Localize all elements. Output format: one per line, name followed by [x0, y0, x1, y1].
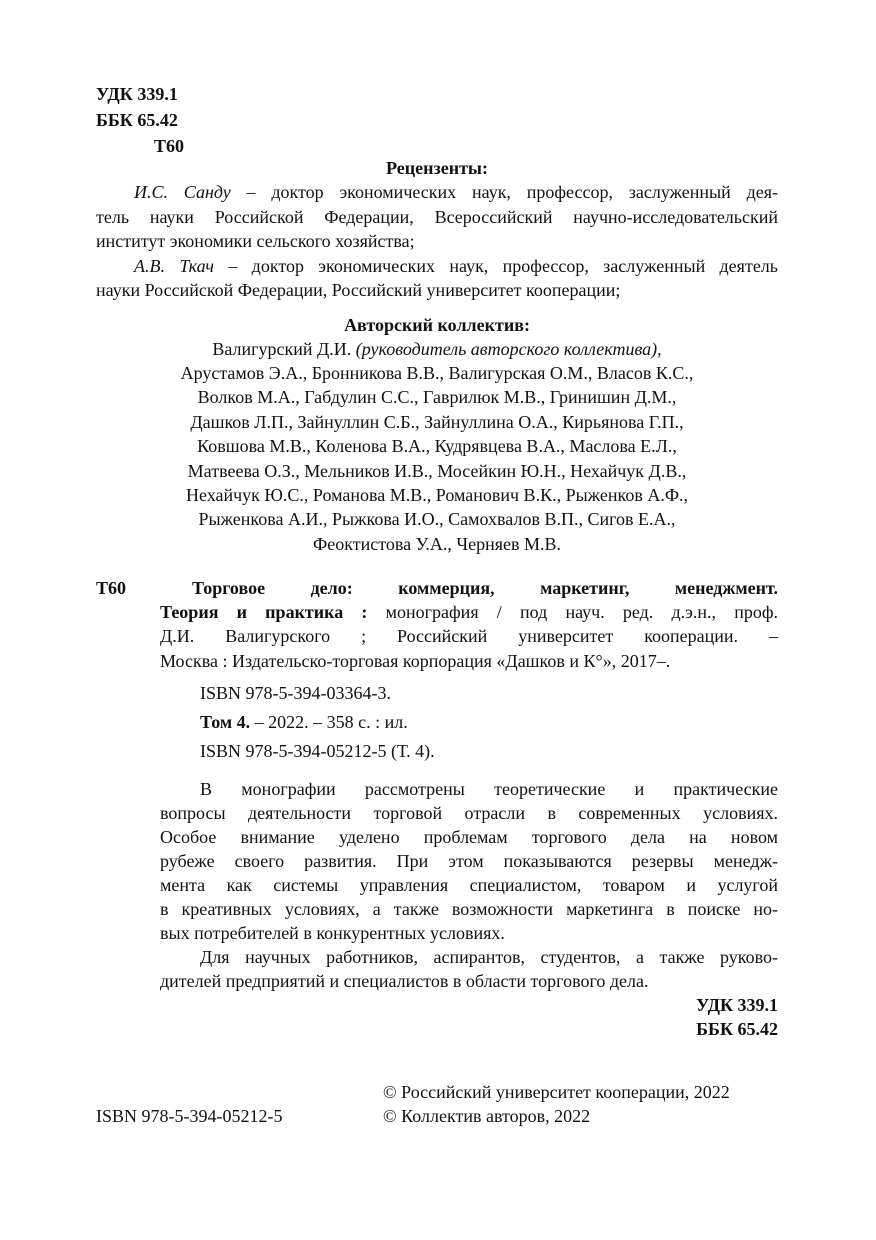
annotation-line: рубеже своего развития. При этом показываются резервы менедж-	[160, 851, 778, 871]
reviewer-2-line-1: А.В. Ткач – доктор экономических наук, профессор, заслуженный деятель	[134, 256, 779, 276]
reviewer-1-line-3: институт экономики сельского хозяйства;	[96, 231, 415, 251]
annotation-line: дителей предприятий и специалистов в области торгового дела.	[160, 971, 649, 991]
bib-line-4: Москва : Издательско-торговая корпорация «Дашков и К°», 2017–.	[160, 651, 671, 671]
annotation-line: вопросы деятельности торговой отрасли в современных условиях.	[160, 803, 778, 823]
reviewer-1-line-1: И.С. Санду – доктор экономических наук, профессор, заслуженный дея-	[134, 182, 779, 202]
reviewers-heading: Рецензенты:	[386, 158, 488, 178]
bbk-code: ББК 65.42	[96, 110, 178, 130]
bib-title-line-2: Теория и практика : монография / под науч. ред. д.э.н., проф.	[160, 602, 778, 622]
bib-title-line-1: Торговое дело: коммерция, маркетинг, менеджмент.	[192, 578, 778, 598]
bib-mark: Т60	[96, 578, 127, 598]
copyright-authors: © Коллектив авторов, 2022	[383, 1106, 591, 1126]
udk-code: УДК 339.1	[96, 84, 178, 104]
bib-line-3: Д.И. Валигурского ; Российский университет кооперации. –	[160, 626, 778, 646]
authors-heading: Авторский коллектив:	[344, 315, 530, 335]
authors-line: Волков М.А., Габдулин С.С., Гаврилюк М.В., Гринишин Д.М.,	[197, 387, 677, 407]
copyright-university: © Российский университет кооперации, 2022	[383, 1082, 730, 1102]
isbn-volume: ISBN 978-5-394-05212-5 (Т. 4).	[200, 741, 435, 761]
authors-line: Рыженкова А.И., Рыжкова И.О., Самохвалов В.П., Сигов Е.А.,	[198, 509, 676, 529]
authors-lead-role: (руководитель авторского коллектива),	[355, 339, 662, 359]
reviewer-2-line-2: науки Российской Федерации, Российский университет кооперации;	[96, 280, 621, 300]
authors-line: Дашков Л.П., Зайнуллин С.Б., Зайнуллина О.А., Кирьянова Г.П.,	[190, 412, 684, 432]
annotation-line: вых потребителей в конкурентных условиях.	[160, 923, 505, 943]
annotation-udk: УДК 339.1	[696, 995, 778, 1015]
volume-info: Том 4. – 2022. – 358 с. : ил.	[200, 712, 408, 732]
authors-lead-name: Валигурский Д.И.	[212, 339, 352, 359]
bib-subtitle: Теория и практика :	[160, 602, 368, 622]
authors-line: Феоктистова У.А., Черняев М.В.	[313, 534, 561, 554]
authors-lead	[96, 339, 778, 360]
volume-label: Том 4.	[200, 712, 251, 732]
reviewer-1-name: И.С. Санду	[134, 182, 231, 202]
reviewer-1-line-2: тель науки Российской Федерации, Всероссийский научно-исследовательский	[96, 207, 778, 227]
authors-line: Ковшова М.В., Коленова В.А., Кудрявцева В.А., Маслова Е.Л.,	[197, 436, 677, 456]
annotation-line: В монографии рассмотрены теоретические и практические	[200, 779, 778, 799]
footer-isbn: ISBN 978-5-394-05212-5	[96, 1106, 283, 1126]
annotation-line: в креативных условиях, а также возможности маркетинга в поиске но-	[160, 899, 778, 919]
annotation-bbk: ББК 65.42	[696, 1019, 778, 1039]
annotation-line: мента как системы управления специалистом, товаром и услугой	[160, 875, 778, 895]
annotation-line: Для научных работников, аспирантов, студентов, а также руково-	[200, 947, 778, 967]
authors-line: Нехайчук Ю.С., Романова М.В., Романович В.К., Рыженков А.Ф.,	[185, 485, 689, 505]
isbn-general: ISBN 978-5-394-03364-3.	[200, 683, 391, 703]
authors-line: Арустамов Э.А., Бронникова В.В., Валигурская О.М., Власов К.С.,	[180, 363, 694, 383]
authors-line: Матвеева О.З., Мельников И.В., Мосейкин Ю.Н., Нехайчук Д.В.,	[187, 461, 687, 481]
author-mark: Т60	[154, 136, 185, 156]
annotation-line: Особое внимание уделено проблемам торгового дела на новом	[160, 827, 778, 847]
reviewer-2-name: А.В. Ткач	[134, 256, 215, 276]
